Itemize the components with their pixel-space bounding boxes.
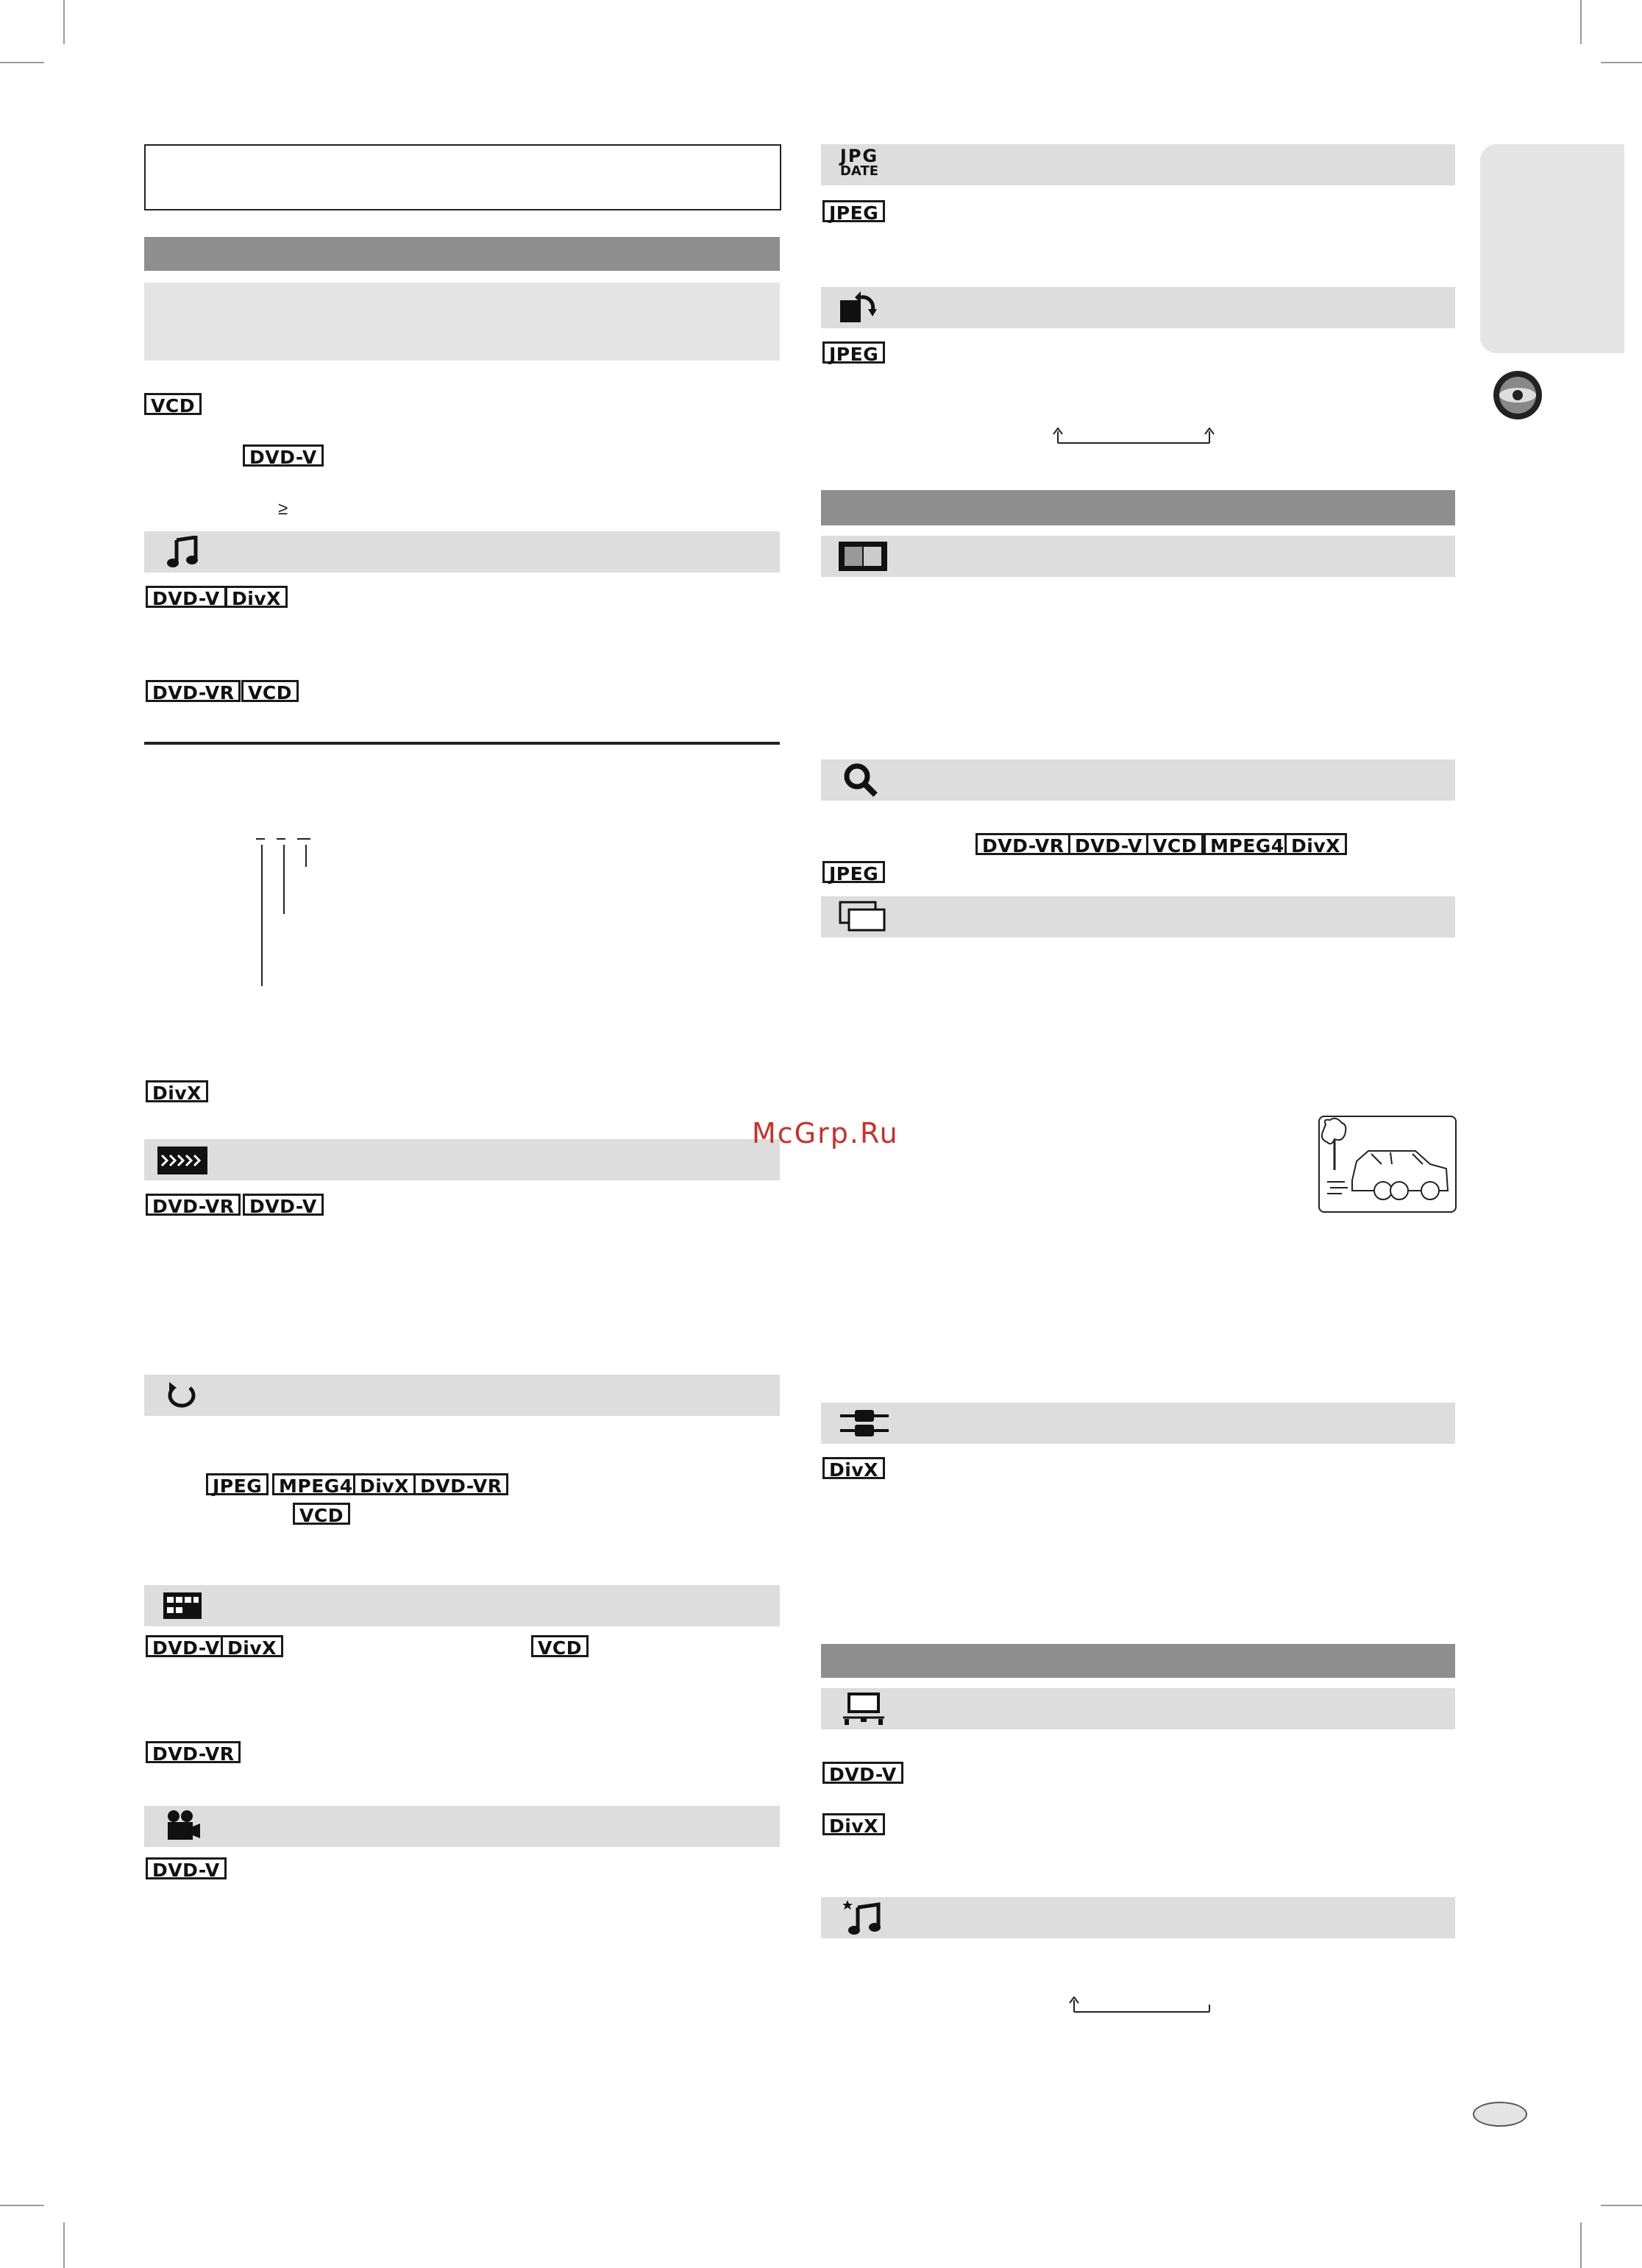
camera-angle-icon	[163, 1809, 202, 1848]
divx-tag: DivX	[221, 1635, 283, 1657]
divx-tag: DivX	[225, 586, 288, 608]
advanced-audio-bar	[821, 1897, 1455, 1938]
music-note-icon	[166, 536, 200, 573]
jpeg-tag: JPEG	[822, 341, 885, 364]
crop-mark	[1580, 2222, 1582, 2268]
vcd-tag: VCD	[241, 680, 299, 702]
dvd-v-tag: DVD-V	[146, 1857, 227, 1879]
vcd-tag: VCD	[531, 1635, 589, 1657]
cable-icon	[839, 1407, 890, 1443]
crop-mark	[1601, 2205, 1642, 2206]
divx-tag: DivX	[146, 1080, 208, 1102]
mpeg4-tag: MPEG4	[1204, 833, 1291, 855]
zoom-icon	[842, 761, 881, 804]
cable-bar	[821, 1403, 1455, 1444]
dvd-v-tag: DVD-V	[146, 1635, 227, 1657]
loop-arrow-diagram	[1051, 427, 1217, 446]
vcd-tag: VCD	[1146, 833, 1204, 855]
fast-forward-bar	[144, 1139, 780, 1180]
tv-icon	[842, 1691, 886, 1730]
dvd-v-tag: DVD-V	[1068, 833, 1149, 855]
camera-bar	[144, 1806, 780, 1847]
repeat-icon	[163, 1381, 200, 1415]
window-icon	[839, 901, 887, 937]
crop-mark	[63, 0, 65, 44]
divx-tag: DivX	[1284, 833, 1347, 855]
disc-icon	[1492, 369, 1543, 425]
vcd-tag: VCD	[144, 393, 202, 415]
grid-icon	[163, 1592, 202, 1623]
section-header-bar	[821, 1644, 1455, 1678]
dvd-vr-tag: DVD-VR	[146, 680, 241, 702]
connector-diagram	[250, 833, 331, 992]
dvd-vr-tag: DVD-VR	[413, 1473, 508, 1495]
window-bar	[821, 896, 1455, 938]
audio-bar	[144, 531, 780, 573]
mpeg4-tag: MPEG4	[272, 1473, 360, 1495]
geq-symbol: ≥	[278, 499, 288, 519]
fast-forward-icon	[157, 1147, 207, 1178]
divx-tag: DivX	[822, 1813, 885, 1835]
rotate-picture-icon	[839, 290, 878, 329]
page-number-oval	[1473, 2102, 1527, 2127]
date-label: DATE	[839, 163, 879, 179]
repeat-bar	[144, 1375, 780, 1416]
divx-tag: DivX	[353, 1473, 416, 1495]
dvd-vr-tag: DVD-VR	[146, 1741, 241, 1763]
dvd-v-tag: DVD-V	[822, 1762, 903, 1784]
section-header-bar	[821, 490, 1455, 525]
crop-mark	[0, 2205, 44, 2206]
jpeg-tag: JPEG	[822, 200, 885, 222]
divx-tag: DivX	[822, 1457, 885, 1479]
picture-mode-bar	[821, 536, 1455, 577]
divider	[144, 742, 780, 745]
jpeg-tag: JPEG	[822, 861, 885, 883]
watermark: McGrp.Ru	[752, 1117, 899, 1149]
picture-mode-icon	[839, 542, 887, 575]
jpeg-tag: JPEG	[206, 1473, 269, 1495]
section-header-bar	[144, 237, 780, 271]
crop-mark	[0, 62, 44, 63]
loop-arrow-diagram	[1067, 1996, 1217, 2015]
dvd-vr-tag: DVD-VR	[146, 1194, 241, 1216]
vcd-tag: VCD	[293, 1503, 350, 1525]
note-box	[144, 144, 781, 210]
info-panel	[144, 283, 780, 361]
dvd-vr-tag: DVD-VR	[975, 833, 1070, 855]
dvd-v-tag: DVD-V	[243, 1194, 324, 1216]
grid-bar	[144, 1585, 780, 1626]
advanced-music-icon	[843, 1899, 884, 1941]
crop-mark	[63, 2222, 65, 2268]
car-illustration	[1318, 1116, 1457, 1213]
jpg-date-icon	[836, 147, 883, 178]
zoom-bar	[821, 759, 1455, 801]
jpg-label: JPG	[839, 146, 879, 166]
crop-mark	[1580, 0, 1582, 44]
rotate-bar	[821, 287, 1455, 328]
jpg-date-bar	[821, 144, 1455, 185]
tv-bar	[821, 1688, 1455, 1729]
side-tab	[1480, 144, 1624, 353]
dvd-v-tag: DVD-V	[243, 444, 324, 467]
dvd-v-tag: DVD-V	[146, 586, 227, 608]
crop-mark	[1601, 62, 1642, 63]
